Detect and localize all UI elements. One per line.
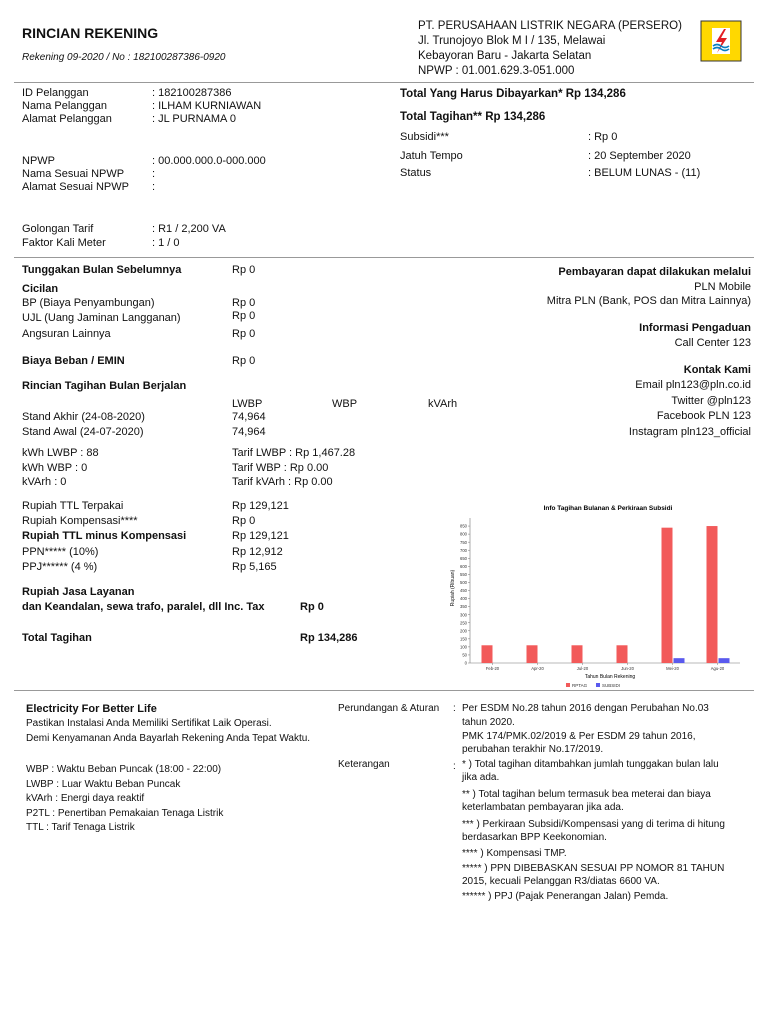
- npwp-label: NPWP: [22, 155, 55, 167]
- chart-bar-subsidi: [719, 658, 730, 663]
- tarif-label: Golongan Tarif: [22, 223, 94, 235]
- chart-x-tick-label: Apr-20: [531, 666, 544, 671]
- tunggakan-value: Rp 0: [232, 264, 256, 276]
- npwp-address-label: Alamat Sesuai NPWP: [22, 181, 129, 193]
- contact-email: Email pln123@pln.co.id: [635, 379, 751, 391]
- chart-x-tick-label: Feb-20: [485, 666, 500, 671]
- total-tagihan-label: Total Tagihan: [22, 632, 92, 644]
- chart-y-tick-label: 300: [460, 612, 467, 618]
- customer-name-label: Nama Pelanggan: [22, 100, 108, 112]
- subsidi-label: Subsidi***: [400, 131, 449, 143]
- call-center: Call Center 123: [674, 337, 751, 349]
- notes-colon: :: [453, 761, 456, 772]
- chart-y-tick-label: 600: [460, 563, 467, 569]
- jasa-label-2: dan Keandalan, sewa trafo, paralel, dll Inc. Tax: [22, 601, 265, 613]
- chart-y-tick-label: 150: [460, 636, 467, 642]
- ppn-value: Rp 12,912: [232, 546, 283, 558]
- chart-legend-swatch: [566, 683, 570, 687]
- stand-akhir-value: 74,964: [232, 411, 266, 423]
- footer-line-1: Pastikan Instalasi Anda Memiliki Sertifikat Laik Operasi.: [26, 718, 272, 729]
- chart-ylabel: Rupiah (Ribuan): [450, 569, 456, 607]
- jasa-value: Rp 0: [300, 601, 324, 613]
- contact-facebook: Facebook PLN 123: [656, 410, 751, 422]
- ttl-minus-value: Rp 129,121: [232, 530, 289, 542]
- note-6: ****** ) PPJ (Pajak Penerangan Jalan) Pemda.: [462, 891, 669, 902]
- rincian-label: Rincian Tagihan Bulan Berjalan: [22, 380, 187, 392]
- chart-x-tick-label: Mei-20: [666, 666, 679, 671]
- pln-logo-icon: [700, 20, 742, 62]
- customer-name-value: : ILHAM KURNIAWAN: [152, 100, 262, 112]
- def-wbp: WBP : Waktu Beban Puncak (18:00 - 22:00): [26, 764, 222, 775]
- tarif-wbp: Tarif WBP : Rp 0.00: [232, 462, 329, 474]
- bp-value: Rp 0: [232, 297, 256, 309]
- subsidi-value: : Rp 0: [588, 131, 618, 143]
- payment-pln-mobile: PLN Mobile: [694, 281, 751, 293]
- bp-label: BP (Biaya Penyambungan): [22, 297, 155, 309]
- total-bill: Total Tagihan** Rp 134,286: [400, 111, 546, 123]
- cicilan-label: Cicilan: [22, 283, 59, 295]
- stand-awal-value: 74,964: [232, 426, 266, 438]
- tagline: Electricity For Better Life: [26, 703, 157, 715]
- billing-chart: [448, 500, 748, 695]
- npwp-value: : 00.000.000.0-000.000: [152, 155, 266, 167]
- beban-value: Rp 0: [232, 355, 256, 367]
- ttl-minus-label: Rupiah TTL minus Kompensasi: [22, 530, 187, 542]
- jasa-label-1: Rupiah Jasa Layanan: [22, 586, 135, 598]
- chart-x-tick-label: Jun-20: [621, 666, 634, 671]
- ttl-value: Rp 129,121: [232, 500, 289, 512]
- kompensasi-value: Rp 0: [232, 515, 256, 527]
- note-1b: jika ada.: [462, 772, 500, 783]
- ppn-label: PPN***** (10%): [22, 546, 99, 558]
- ppj-value: Rp 5,165: [232, 561, 277, 573]
- total-due: Total Yang Harus Dibayarkan* Rp 134,286: [400, 88, 626, 100]
- due-date-label: Jatuh Tempo: [400, 150, 463, 162]
- status-label: Status: [400, 167, 432, 179]
- company-npwp: NPWP : 01.001.629.3-051.000: [418, 65, 575, 77]
- chart-x-tick-label: Jul-20: [576, 666, 589, 671]
- angsuran-label: Angsuran Lainnya: [22, 328, 111, 340]
- chart-x-tick-label: Agu-20: [710, 666, 725, 671]
- note-5a: ***** ) PPN DIBEBASKAN SESUAI PP NOMOR 81 TAHUN: [462, 863, 725, 874]
- payment-mitra: Mitra PLN (Bank, POS dan Mitra Lainnya): [546, 295, 751, 307]
- chart-y-tick-label: 50: [462, 652, 467, 658]
- customer-id-value: : 182100287386: [152, 87, 232, 99]
- npwp-name-value: :: [152, 168, 156, 180]
- contact-instagram: Instagram pln123_official: [628, 426, 751, 438]
- kwh-lwbp: kWh LWBP : 88: [22, 447, 99, 459]
- tarif-lwbp: Tarif LWBP : Rp 1,467.28: [232, 447, 356, 459]
- col-kvarh: kVArh: [428, 398, 458, 410]
- notes-label: Keterangan: [338, 759, 390, 770]
- ujl-value: Rp 0: [232, 310, 256, 322]
- tarif-kvarh: Tarif kVArh : Rp 0.00: [232, 476, 333, 488]
- billing-chart-svg: [448, 500, 748, 695]
- chart-y-tick-label: 0: [464, 660, 467, 666]
- npwp-name-label: Nama Sesuai NPWP: [22, 168, 125, 180]
- note-3a: *** ) Perkiraan Subsidi/Kompensasi yang di terima di hitung: [462, 819, 725, 830]
- contact-title: Kontak Kami: [683, 364, 751, 376]
- info-divider: [14, 257, 754, 258]
- ujl-label: UJL (Uang Jaminan Langganan): [22, 312, 181, 324]
- chart-y-tick-label: 100: [460, 644, 467, 650]
- angsuran-value: Rp 0: [232, 328, 256, 340]
- note-1a: * ) Total tagihan ditambahkan jumlah tunggakan bulan lalu: [462, 759, 719, 770]
- customer-address-value: : JL PURNAMA 0: [152, 113, 236, 125]
- def-lwbp: LWBP : Luar Waktu Beban Puncak: [26, 779, 181, 790]
- chart-y-tick-label: 700: [460, 547, 467, 553]
- rules-1a: Per ESDM No.28 tahun 2016 dengan Perubahan No.03: [462, 703, 709, 714]
- chart-y-tick-label: 850: [460, 523, 467, 529]
- chart-bar-rptag: [572, 645, 583, 663]
- total-tagihan-value: Rp 134,286: [300, 632, 358, 644]
- footer-divider: [14, 690, 754, 691]
- note-5b: 2015, kecuali Pelanggan R3/diatas 6600 VA.: [462, 876, 660, 887]
- complaint-title: Informasi Pengaduan: [639, 322, 751, 334]
- chart-xlabel: Tahun Bulan Rekening: [584, 674, 636, 680]
- chart-bar-rptag: [527, 645, 538, 663]
- tarif-value: : R1 / 2,200 VA: [152, 223, 226, 235]
- rules-colon: :: [453, 703, 456, 714]
- company-address-1: Jl. Trunojoyo Blok M I / 135, Melawai: [418, 35, 606, 47]
- chart-y-tick-label: 350: [460, 604, 467, 610]
- faktor-label: Faktor Kali Meter: [22, 237, 106, 249]
- chart-y-tick-label: 550: [460, 571, 467, 577]
- due-date-value: : 20 September 2020: [588, 150, 691, 162]
- stand-awal-label: Stand Awal (24-07-2020): [22, 426, 144, 438]
- chart-y-tick-label: 750: [460, 539, 467, 545]
- stand-akhir-label: Stand Akhir (24-08-2020): [22, 411, 145, 423]
- page-title: RINCIAN REKENING: [22, 25, 159, 41]
- rules-1b: tahun 2020.: [462, 717, 515, 728]
- chart-y-tick-label: 650: [460, 555, 467, 561]
- payment-title: Pembayaran dapat dilakukan melalui: [558, 266, 751, 278]
- contact-twitter: Twitter @pln123: [671, 395, 751, 407]
- chart-y-tick-label: 250: [460, 620, 467, 626]
- customer-id-label: ID Pelanggan: [22, 87, 89, 99]
- chart-y-tick-label: 450: [460, 588, 467, 594]
- tunggakan-label: Tunggakan Bulan Sebelumnya: [22, 264, 182, 276]
- chart-y-tick-label: 200: [460, 628, 467, 634]
- col-lwbp: LWBP: [232, 398, 263, 410]
- chart-bar-rptag: [482, 645, 493, 663]
- note-2a: ** ) Total tagihan belum termasuk bea meterai dan biaya: [462, 789, 711, 800]
- account-subtitle: Rekening 09-2020 / No : 182100287386-0920: [22, 52, 226, 63]
- chart-bar-rptag: [662, 528, 673, 663]
- chart-legend-label: RPTAG: [572, 683, 588, 688]
- customer-address-label: Alamat Pelanggan: [22, 113, 112, 125]
- status-badge: : BELUM LUNAS - (11): [588, 167, 701, 179]
- chart-bar-rptag: [617, 645, 628, 663]
- chart-title: Info Tagihan Bulanan & Perkiraan Subsidi: [543, 505, 673, 512]
- kompensasi-label: Rupiah Kompensasi****: [22, 515, 138, 527]
- note-3b: berdasarkan BPP Keekonomian.: [462, 832, 607, 843]
- col-wbp: WBP: [332, 398, 358, 410]
- chart-legend-label: SUBSIDI: [602, 683, 621, 688]
- rules-2a: PMK 174/PMK.02/2019 & Per ESDM 29 tahun 2016,: [462, 731, 696, 742]
- chart-bar-rptag: [707, 526, 718, 663]
- beban-label: Biaya Beban / EMIN: [22, 355, 125, 367]
- company-name: PT. PERUSAHAAN LISTRIK NEGARA (PERSERO): [418, 20, 682, 32]
- note-4: **** ) Kompensasi TMP.: [462, 848, 567, 859]
- npwp-address-value: :: [152, 181, 156, 193]
- ttl-label: Rupiah TTL Terpakai: [22, 500, 124, 512]
- note-2b: keterlambatan pembayaran jika ada.: [462, 802, 624, 813]
- header-divider: [14, 82, 754, 83]
- def-p2tl: P2TL : Penertiban Pemakaian Tenaga Listrik: [26, 808, 224, 819]
- chart-y-tick-label: 400: [460, 596, 467, 602]
- rules-label: Perundangan & Aturan: [338, 703, 440, 714]
- faktor-value: : 1 / 0: [152, 237, 180, 249]
- kwh-wbp: kWh WBP : 0: [22, 462, 88, 474]
- def-kvarh: kVArh : Energi daya reaktif: [26, 793, 145, 804]
- company-address-2: Kebayoran Baru - Jakarta Selatan: [418, 50, 592, 62]
- chart-y-tick-label: 800: [460, 531, 467, 537]
- def-ttl: TTL : Tarif Tenaga Listrik: [26, 822, 135, 833]
- chart-legend-swatch: [596, 683, 600, 687]
- kvarh: kVArh : 0: [22, 476, 67, 488]
- chart-bar-subsidi: [674, 658, 685, 663]
- ppj-label: PPJ****** (4 %): [22, 561, 98, 573]
- chart-y-tick-label: 500: [460, 580, 467, 586]
- footer-line-2: Demi Kenyamanan Anda Bayarlah Rekening Anda Tepat Waktu.: [26, 733, 311, 744]
- rules-2b: perubahan terakhir No.17/2019.: [462, 744, 604, 755]
